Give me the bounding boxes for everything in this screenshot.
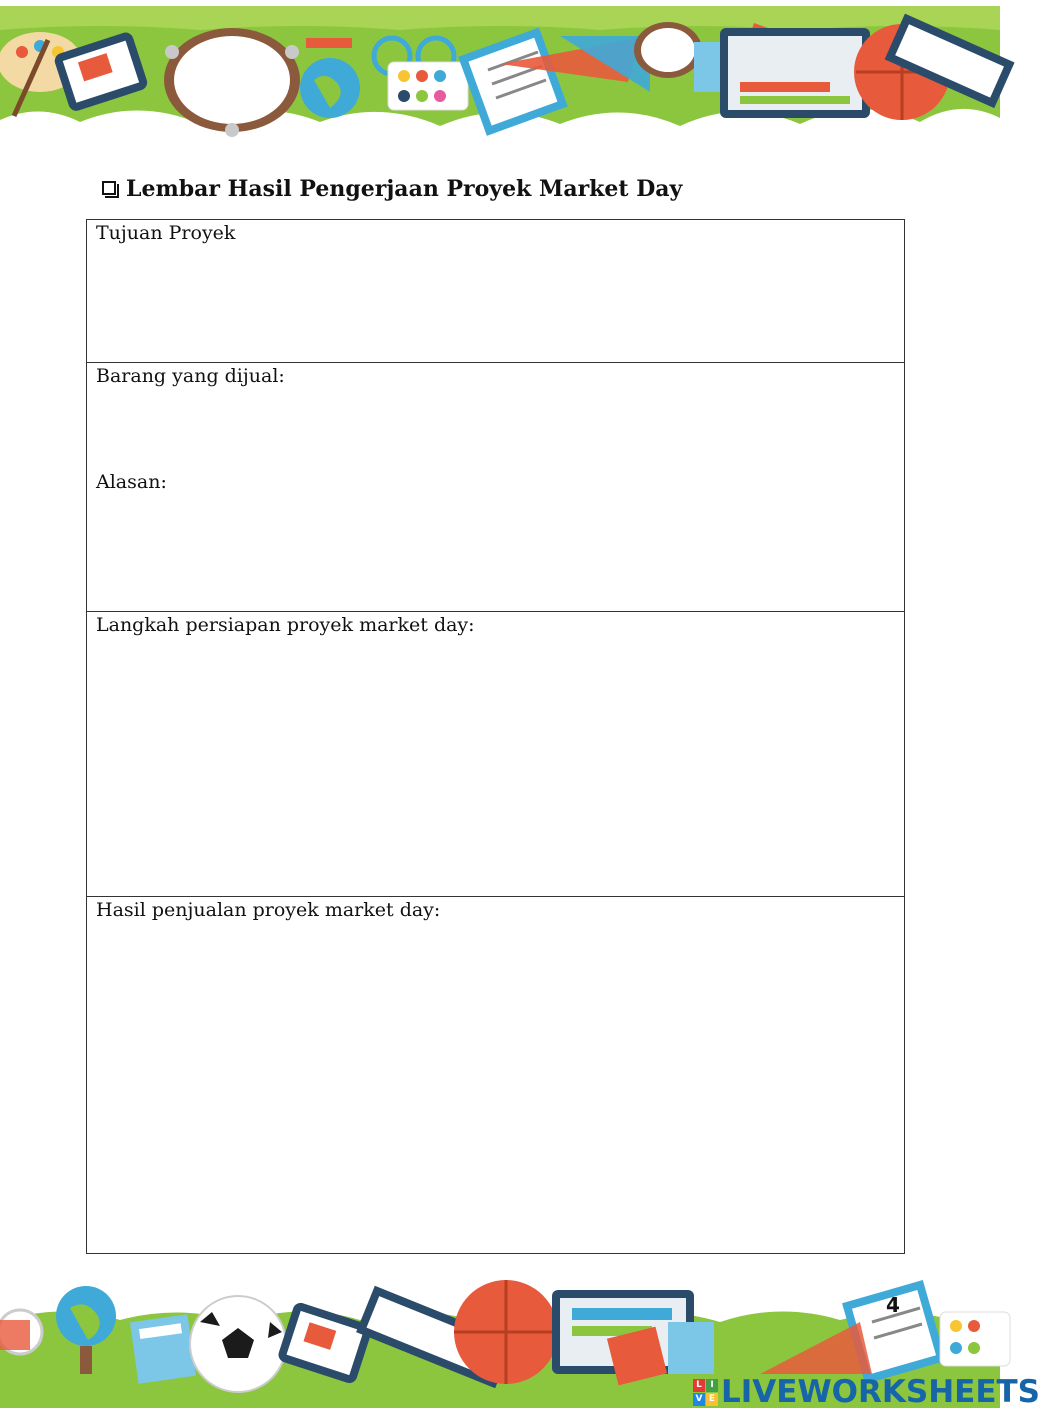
logo-letter: E (706, 1393, 718, 1406)
soccer-ball-icon (190, 1296, 286, 1392)
barang-dijual-row[interactable] (87, 363, 904, 612)
alasan-label: Alasan: (96, 471, 167, 493)
liveworksheets-icon (693, 1379, 718, 1406)
shadowed-box-icon (102, 181, 116, 195)
row-label: Langkah persiapan proyek market day: (96, 614, 475, 636)
top-decorative-banner (0, 0, 1000, 150)
row-label: Hasil penjualan proyek market day: (96, 899, 441, 921)
project-result-form (86, 219, 905, 1254)
logo-letter: V (693, 1393, 705, 1406)
tambourine-icon (634, 22, 702, 78)
liveworksheets-logo (693, 1374, 1040, 1410)
tambourine-icon (164, 28, 300, 137)
book-icon (130, 1314, 196, 1383)
row-label: Tujuan Proyek (96, 222, 236, 244)
paint-set-icon (388, 62, 468, 110)
logo-letter: L (693, 1379, 705, 1392)
tujuan-proyek-row[interactable] (87, 220, 904, 363)
laptop-icon (720, 28, 870, 118)
basketball-icon (454, 1280, 558, 1384)
paint-set-icon (940, 1312, 1010, 1366)
hasil-penjualan-row[interactable] (87, 897, 904, 1253)
page-number: 4 (886, 1293, 900, 1317)
logo-letter: I (706, 1379, 718, 1392)
section-heading (102, 176, 682, 202)
langkah-persiapan-row[interactable] (87, 612, 904, 897)
flask-icon (0, 1310, 42, 1354)
liveworksheets-wordmark: LIVEWORKSHEETS (721, 1374, 1040, 1410)
row-label: Barang yang dijual: (96, 365, 285, 387)
section-title: Lembar Hasil Pengerjaan Proyek Market Day (126, 176, 683, 202)
